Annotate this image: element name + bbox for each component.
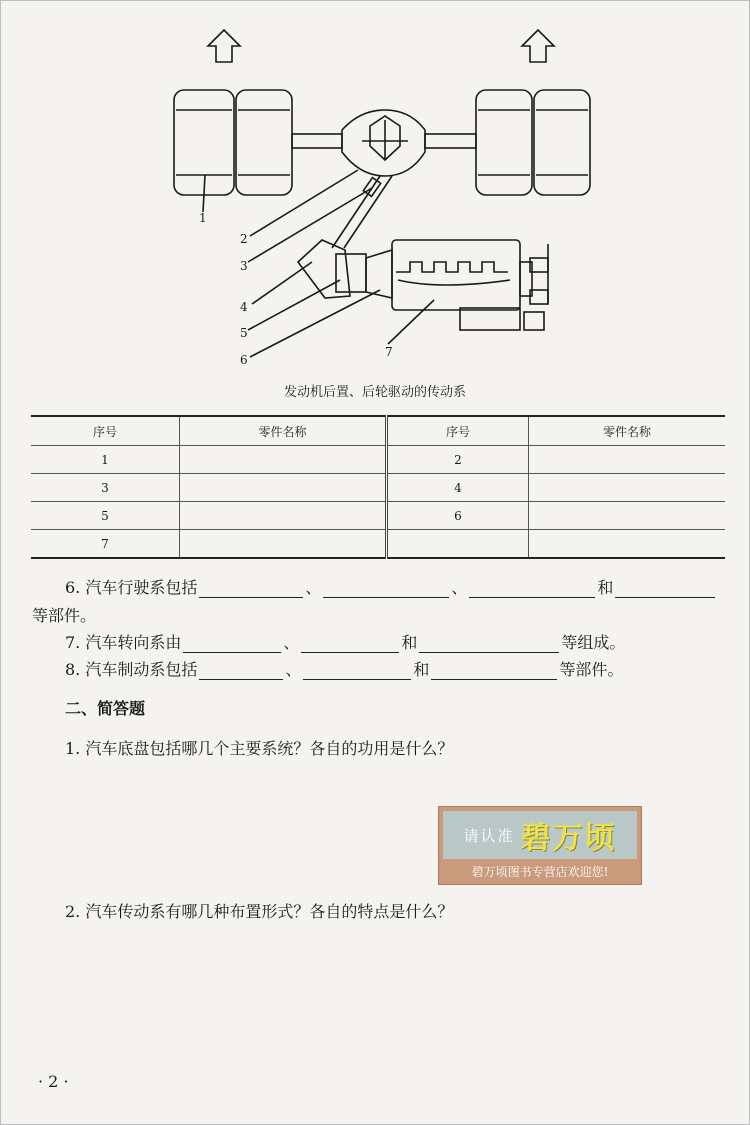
column-header: 零件名称 — [180, 416, 387, 446]
wheel — [236, 90, 292, 195]
row-number: 4 — [387, 474, 529, 502]
wheel — [534, 90, 590, 195]
watermark-stamp — [438, 806, 642, 885]
short-answer-question-1: 1. 汽车底盘包括哪几个主要系统？各自的功用是什么？ — [65, 739, 454, 758]
arrow-up-icon — [522, 30, 554, 62]
answer-blank[interactable] — [199, 661, 283, 680]
question-text: 7. 汽车转向系由 — [65, 633, 182, 652]
part-name-cell[interactable] — [529, 530, 726, 559]
callout-4: 4 — [240, 300, 248, 314]
table-row — [31, 446, 725, 474]
watermark-top — [443, 811, 637, 859]
watermark-brand: 碧万顷 — [520, 821, 617, 856]
question-text: 等组成。 — [561, 633, 626, 652]
part-name-cell[interactable] — [180, 502, 387, 530]
column-header: 零件名称 — [529, 416, 726, 446]
answer-blank[interactable] — [419, 634, 559, 653]
answer-blank[interactable] — [183, 634, 281, 653]
callout-3: 3 — [240, 259, 248, 273]
separator: 、 — [305, 578, 322, 597]
row-number — [387, 530, 529, 559]
diagram-caption: 发动机后置、后轮驱动的传动系 — [283, 385, 466, 400]
question-text: 6. 汽车行驶系包括 — [65, 578, 198, 597]
answer-blank[interactable] — [323, 579, 449, 598]
table-header-row — [31, 416, 725, 446]
final-drive — [342, 110, 425, 176]
answer-blank[interactable] — [469, 579, 595, 598]
watermark-tagline: 碧万顷图书专营店欢迎您! — [471, 865, 609, 879]
question-text: 等部件。 — [32, 606, 97, 625]
part-name-cell[interactable] — [180, 474, 387, 502]
drive-shaft — [332, 176, 380, 248]
row-number: 2 — [387, 446, 529, 474]
part-name-cell[interactable] — [529, 446, 726, 474]
table-row — [31, 502, 725, 530]
drivetrain-diagram — [0, 0, 750, 380]
separator: 和 — [597, 578, 614, 597]
separator: 、 — [451, 578, 468, 597]
separator: 和 — [401, 633, 418, 652]
table-row — [31, 530, 725, 559]
arrow-up-icon — [208, 30, 240, 62]
question-8 — [65, 657, 623, 680]
answer-blank[interactable] — [431, 661, 557, 680]
question-7 — [65, 630, 625, 653]
row-number: 1 — [31, 446, 180, 474]
question-6-continued — [32, 603, 96, 626]
answer-blank[interactable] — [615, 579, 715, 598]
wheel — [476, 90, 532, 195]
watermark-lead: 请认准 — [463, 826, 515, 845]
callout-2: 2 — [240, 232, 248, 246]
answer-blank[interactable] — [199, 579, 303, 598]
row-number: 6 — [387, 502, 529, 530]
separator: 、 — [283, 633, 300, 652]
part-name-cell[interactable] — [180, 530, 387, 559]
answer-blank[interactable] — [301, 634, 399, 653]
page-number: · 2 · — [38, 1072, 69, 1091]
callout-7: 7 — [385, 345, 393, 359]
row-number: 3 — [31, 474, 180, 502]
parts-table — [31, 415, 725, 559]
separator: 和 — [413, 660, 430, 679]
callout-6: 6 — [240, 353, 248, 367]
column-header: 序号 — [387, 416, 529, 446]
part-name-cell[interactable] — [180, 446, 387, 474]
callout-1: 1 — [199, 211, 207, 225]
part-name-cell[interactable] — [529, 474, 726, 502]
table-row — [31, 474, 725, 502]
separator: 、 — [285, 660, 302, 679]
callout-5: 5 — [240, 326, 248, 340]
question-6 — [65, 575, 717, 598]
row-number: 5 — [31, 502, 180, 530]
short-answer-question-2: 2. 汽车传动系有哪几种布置形式？各自的特点是什么？ — [65, 902, 454, 921]
row-number: 7 — [31, 530, 180, 559]
question-text: 8. 汽车制动系包括 — [65, 660, 198, 679]
column-header: 序号 — [31, 416, 180, 446]
section-title: 二、简答题 — [65, 699, 146, 718]
part-name-cell[interactable] — [529, 502, 726, 530]
answer-blank[interactable] — [303, 661, 411, 680]
engine — [392, 240, 520, 310]
question-text: 等部件。 — [559, 660, 624, 679]
